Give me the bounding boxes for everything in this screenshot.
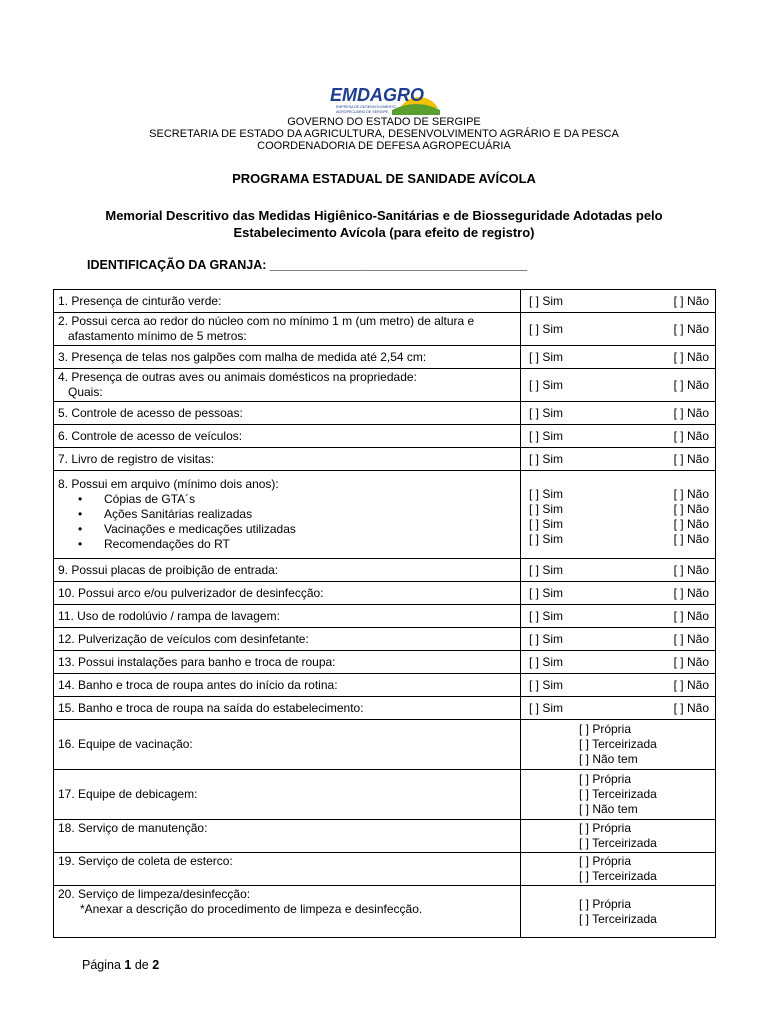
table-row <box>54 471 716 559</box>
logo-subtitle-2: AGROPECUÁRIO DE SERGIPE <box>336 110 389 114</box>
own-checkbox[interactable]: [ ] Própria <box>579 896 632 911</box>
total-pages: 2 <box>152 958 160 972</box>
table-row <box>54 402 716 425</box>
question-17: 17. Equipe de debicagem: <box>54 770 521 820</box>
yes-no-options <box>525 378 711 393</box>
header-secretariat: SECRETARIA DE ESTADO DA AGRICULTURA, DESENVOLVIMENTO AGRÁRIO E DA PESCA <box>149 128 619 140</box>
yes-checkbox[interactable]: [ ] Sim <box>529 428 564 443</box>
yes-no-options <box>525 532 711 547</box>
logo-text: EMDAGRO <box>330 85 424 105</box>
yes-checkbox[interactable]: [ ] Sim <box>529 293 564 308</box>
header-government: GOVERNO DO ESTADO DE SERGIPE <box>287 116 481 128</box>
yes-checkbox[interactable]: [ ] Sim <box>529 631 564 646</box>
no-checkbox[interactable]: [ ] Não <box>673 377 709 392</box>
yes-no-options <box>525 487 711 502</box>
yes-checkbox[interactable]: [ ] Sim <box>529 487 564 501</box>
question-8-list <box>58 492 516 552</box>
emdagro-logo <box>330 84 440 116</box>
table-row <box>54 820 716 853</box>
yes-no-options <box>525 350 711 365</box>
service-options <box>525 772 711 817</box>
question-7: 7. Livro de registro de visitas: <box>54 448 521 471</box>
table-row <box>54 853 716 886</box>
yes-no-options <box>525 655 711 670</box>
yes-checkbox[interactable]: [ ] Sim <box>529 502 564 516</box>
table-row <box>54 369 716 402</box>
yes-checkbox[interactable]: [ ] Sim <box>529 677 564 692</box>
yes-no-options <box>525 517 711 532</box>
table-row <box>54 697 716 720</box>
question-19: 19. Serviço de coleta de esterco: <box>54 853 521 886</box>
memorial-title-line2: Estabelecimento Avícola (para efeito de registro) <box>233 225 535 240</box>
table-row <box>54 290 716 313</box>
no-checkbox[interactable]: [ ] Não <box>673 487 709 501</box>
outsourced-checkbox[interactable]: [ ] Terceirizada <box>579 869 657 883</box>
own-checkbox[interactable]: [ ] Própria <box>579 821 632 835</box>
question-20-title: 20. Serviço de limpeza/desinfecção: <box>58 887 251 901</box>
question-8 <box>54 471 521 559</box>
yes-checkbox[interactable]: [ ] Sim <box>529 517 564 531</box>
farm-identification: IDENTIFICAÇÃO DA GRANJA: _____________________________________ <box>87 258 528 272</box>
no-checkbox[interactable]: [ ] Não <box>673 405 709 420</box>
question-2-line2: afastamento mínimo de 5 metros: <box>68 329 247 343</box>
no-checkbox[interactable]: [ ] Não <box>673 532 709 546</box>
no-checkbox[interactable]: [ ] Não <box>673 677 709 692</box>
question-8-title: 8. Possui em arquivo (mínimo dois anos): <box>58 477 279 491</box>
yes-no-options <box>525 406 711 421</box>
question-9: 9. Possui placas de proibição de entrada: <box>54 559 521 582</box>
yes-no-options <box>525 502 711 517</box>
question-2-line1: 2. Possui cerca ao redor do núcleo com no mínimo 1 m (um metro) de altura e <box>58 314 475 328</box>
table-row <box>54 448 716 471</box>
yes-checkbox[interactable]: [ ] Sim <box>529 585 564 600</box>
yes-checkbox[interactable]: [ ] Sim <box>529 700 564 715</box>
yes-no-options <box>525 678 711 693</box>
none-checkbox[interactable]: [ ] Não tem <box>579 802 638 816</box>
outsourced-checkbox[interactable]: [ ] Terceirizada <box>579 737 657 751</box>
yes-no-options <box>525 701 711 716</box>
table-row <box>54 313 716 346</box>
no-checkbox[interactable]: [ ] Não <box>673 517 709 531</box>
table-row <box>54 628 716 651</box>
yes-checkbox[interactable]: [ ] Sim <box>529 532 564 546</box>
no-checkbox[interactable]: [ ] Não <box>673 585 709 600</box>
table-row <box>54 770 716 820</box>
current-page: 1 <box>124 958 132 972</box>
question-15: 15. Banho e troca de roupa na saída do estabelecimento: <box>54 697 521 720</box>
question-16: 16. Equipe de vacinação: <box>54 720 521 770</box>
outsourced-checkbox[interactable]: [ ] Terceirizada <box>579 787 657 801</box>
yes-checkbox[interactable]: [ ] Sim <box>529 321 564 336</box>
yes-checkbox[interactable]: [ ] Sim <box>529 654 564 669</box>
program-title: PROGRAMA ESTADUAL DE SANIDADE AVÍCOLA <box>232 171 536 186</box>
yes-no-options <box>525 563 711 578</box>
no-checkbox[interactable]: [ ] Não <box>673 631 709 646</box>
no-checkbox[interactable]: [ ] Não <box>673 321 709 336</box>
page-prefix: Página <box>82 958 125 972</box>
question-12: 12. Pulverização de veículos com desinfetante: <box>54 628 521 651</box>
yes-no-options <box>525 609 711 624</box>
list-item: • Ações Sanitárias realizadas <box>78 507 516 522</box>
yes-no-options <box>525 586 711 601</box>
question-18: 18. Serviço de manutenção: <box>54 820 521 853</box>
outsourced-checkbox[interactable]: [ ] Terceirizada <box>579 911 657 926</box>
own-checkbox[interactable]: [ ] Própria <box>579 854 632 868</box>
own-checkbox[interactable]: [ ] Própria <box>579 722 632 736</box>
question-3: 3. Presença de telas nos galpões com malha de medida até 2,54 cm: <box>54 346 521 369</box>
yes-no-options <box>525 294 711 309</box>
memorial-title-line1: Memorial Descritivo das Medidas Higiênico-Sanitárias e de Biosseguridade Adotadas pelo <box>105 208 663 223</box>
table-row <box>54 886 716 938</box>
yes-checkbox[interactable]: [ ] Sim <box>529 562 564 577</box>
service-options <box>525 821 711 851</box>
no-checkbox[interactable]: [ ] Não <box>673 700 709 715</box>
yes-checkbox[interactable]: [ ] Sim <box>529 377 564 392</box>
no-checkbox[interactable]: [ ] Não <box>673 562 709 577</box>
list-item: • Vacinações e medicações utilizadas <box>78 522 516 537</box>
table-row <box>54 559 716 582</box>
question-10: 10. Possui arco e/ou pulverizador de desinfecção: <box>54 582 521 605</box>
yes-checkbox[interactable]: [ ] Sim <box>529 405 564 420</box>
question-4-which: Quais: <box>68 385 103 399</box>
question-6: 6. Controle de acesso de veículos: <box>54 425 521 448</box>
no-checkbox[interactable]: [ ] Não <box>673 428 709 443</box>
header-coordination: COORDENADORIA DE DEFESA AGROPECUÁRIA <box>257 140 511 152</box>
question-4-line1: 4. Presença de outras aves ou animais domésticos na propriedade: <box>58 370 417 384</box>
question-2 <box>54 313 521 346</box>
page-mid: de <box>131 958 153 972</box>
table-row <box>54 425 716 448</box>
biosecurity-checklist <box>53 289 716 938</box>
page-number <box>82 958 159 972</box>
own-checkbox[interactable]: [ ] Própria <box>579 772 632 786</box>
list-item: • Recomendações do RT <box>78 537 516 552</box>
question-5: 5. Controle de acesso de pessoas: <box>54 402 521 425</box>
question-20 <box>54 886 521 938</box>
table-row <box>54 582 716 605</box>
table-row <box>54 346 716 369</box>
service-options <box>525 854 711 884</box>
no-checkbox[interactable]: [ ] Não <box>673 654 709 669</box>
logo-subtitle-1: EMPRESA DE DESENVOLVIMENTO <box>336 105 396 109</box>
table-row <box>54 674 716 697</box>
yes-checkbox[interactable]: [ ] Sim <box>529 451 564 466</box>
yes-checkbox[interactable]: [ ] Sim <box>529 349 564 364</box>
yes-no-options <box>525 452 711 467</box>
service-options <box>525 897 711 927</box>
service-options <box>525 722 711 767</box>
no-checkbox[interactable]: [ ] Não <box>673 293 709 308</box>
yes-checkbox[interactable]: [ ] Sim <box>529 608 564 623</box>
question-11: 11. Uso de rodolúvio / rampa de lavagem: <box>54 605 521 628</box>
none-checkbox[interactable]: [ ] Não tem <box>579 752 638 766</box>
table-row <box>54 651 716 674</box>
list-item: • Cópias de GTA´s <box>78 492 516 507</box>
question-13: 13. Possui instalações para banho e troca de roupa: <box>54 651 521 674</box>
yes-no-options <box>525 322 711 337</box>
outsourced-checkbox[interactable]: [ ] Terceirizada <box>579 836 657 850</box>
table-row <box>54 605 716 628</box>
no-checkbox[interactable]: [ ] Não <box>673 502 709 516</box>
no-checkbox[interactable]: [ ] Não <box>673 451 709 466</box>
question-4 <box>54 369 521 402</box>
yes-no-options <box>525 632 711 647</box>
question-20-note: *Anexar a descrição do procedimento de limpeza e desinfecção. <box>80 902 423 916</box>
no-checkbox[interactable]: [ ] Não <box>673 608 709 623</box>
question-14: 14. Banho e troca de roupa antes do início da rotina: <box>54 674 521 697</box>
yes-no-options <box>525 429 711 444</box>
question-1: 1. Presença de cinturão verde: <box>54 290 521 313</box>
no-checkbox[interactable]: [ ] Não <box>673 349 709 364</box>
table-row <box>54 720 716 770</box>
